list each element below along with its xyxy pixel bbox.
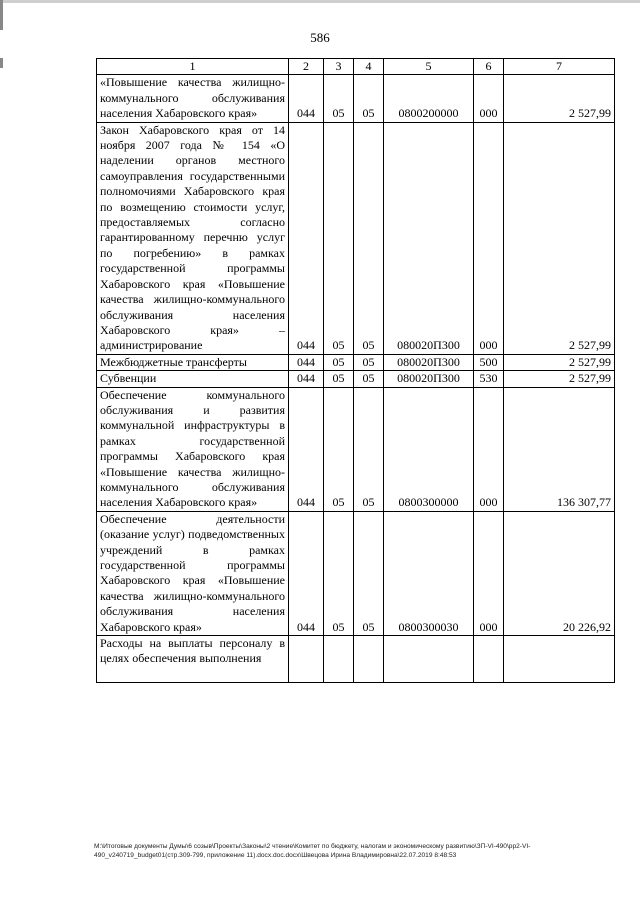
row-section-code: 05 (324, 511, 354, 635)
row-subsection-code: 05 (354, 354, 384, 370)
row-ministry-code: 044 (289, 371, 324, 387)
row-target-item: 080020П300 (384, 371, 474, 387)
header-col-5: 5 (384, 59, 474, 75)
budget-table (96, 58, 615, 683)
row-subsection-code (354, 636, 384, 683)
row-name: Субвенции (97, 371, 289, 387)
row-ministry-code (289, 636, 324, 683)
row-subsection-code: 05 (354, 122, 384, 354)
table-row (97, 387, 615, 511)
scan-margin-mark (0, 0, 3, 30)
row-expense-type: 000 (474, 387, 504, 511)
header-col-3: 3 (324, 59, 354, 75)
row-subsection-code: 05 (354, 511, 384, 635)
table-row (97, 371, 615, 387)
row-expense-type: 530 (474, 371, 504, 387)
row-target-item: 0800300030 (384, 511, 474, 635)
row-expense-type (474, 636, 504, 683)
row-section-code (324, 636, 354, 683)
row-target-item: 080020П300 (384, 354, 474, 370)
scan-margin-mark (0, 58, 3, 68)
table-row (97, 75, 615, 122)
row-target-item: 0800300000 (384, 387, 474, 511)
row-ministry-code: 044 (289, 354, 324, 370)
table-row (97, 354, 615, 370)
row-section-code: 05 (324, 75, 354, 122)
row-ministry-code: 044 (289, 511, 324, 635)
row-ministry-code: 044 (289, 75, 324, 122)
row-ministry-code: 044 (289, 122, 324, 354)
row-section-code: 05 (324, 371, 354, 387)
row-name: Обеспечение деятельности (оказание услуг) подведомственных учреждений в рамках государственной программы Хабаровского края «Повышение качества жилищно-коммунального обслуживания населения Хабаровского края» (97, 511, 289, 635)
row-name: Расходы на выплаты персоналу в целях обеспечения выполнения (97, 636, 289, 683)
header-col-4: 4 (354, 59, 384, 75)
table-row (97, 636, 615, 683)
row-expense-type: 000 (474, 75, 504, 122)
row-expense-type: 000 (474, 511, 504, 635)
row-section-code: 05 (324, 387, 354, 511)
row-subsection-code: 05 (354, 371, 384, 387)
row-target-item: 0800200000 (384, 75, 474, 122)
row-name: Межбюджетные трансферты (97, 354, 289, 370)
row-amount: 2 527,99 (504, 122, 615, 354)
row-expense-type: 500 (474, 354, 504, 370)
table-header-row (97, 59, 615, 75)
row-section-code: 05 (324, 122, 354, 354)
row-amount: 2 527,99 (504, 354, 615, 370)
row-name: Закон Хабаровского края от 14 ноября 2007 года № 154 «О наделении органов местного самоуправления государственными полномочиями Хабаровского края по возмещению стоимости услуг, предоставляемых согласно гарантированному перечню услуг по погребению» в рамках государственной программы Хабаровского края «Повышение качества жилищно-коммунального обслуживания населения Хабаровского края» – администрирование (97, 122, 289, 354)
row-amount: 2 527,99 (504, 371, 615, 387)
document-path-footer: М:\Итоговые документы Думы\6 созыв\Проекты\Законы\2 чтение\Комитет по бюджету, налогам и экономическому развитию\ЗП-VI-490\рр2-VI-490_v240719_budget01(стр.309-799, приложение 11).docx.doc.docx\Швецова Ирина Владимировна\22.07.2019 8:48:53 (94, 843, 531, 859)
row-amount: 2 527,99 (504, 75, 615, 122)
page-number: 586 (310, 30, 330, 45)
row-target-item (384, 636, 474, 683)
row-expense-type: 000 (474, 122, 504, 354)
scan-top-edge (0, 0, 640, 3)
row-subsection-code: 05 (354, 387, 384, 511)
header-col-1: 1 (97, 59, 289, 75)
header-col-2: 2 (289, 59, 324, 75)
row-ministry-code: 044 (289, 387, 324, 511)
row-subsection-code: 05 (354, 75, 384, 122)
row-name: Обеспечение коммунального обслуживания и развития коммунальной инфраструктуры в рамках государственной программы Хабаровского края «Повышение качества жилищно-коммунального обслуживания населения Хабаровского края» (97, 387, 289, 511)
row-target-item: 080020П300 (384, 122, 474, 354)
row-amount: 20 226,92 (504, 511, 615, 635)
row-name: «Повышение качества жилищно-коммунального обслуживания населения Хабаровского края» (97, 75, 289, 122)
row-section-code: 05 (324, 354, 354, 370)
table-row (97, 511, 615, 635)
header-col-6: 6 (474, 59, 504, 75)
row-amount (504, 636, 615, 683)
row-amount: 136 307,77 (504, 387, 615, 511)
table-row (97, 122, 615, 354)
header-col-7: 7 (504, 59, 615, 75)
